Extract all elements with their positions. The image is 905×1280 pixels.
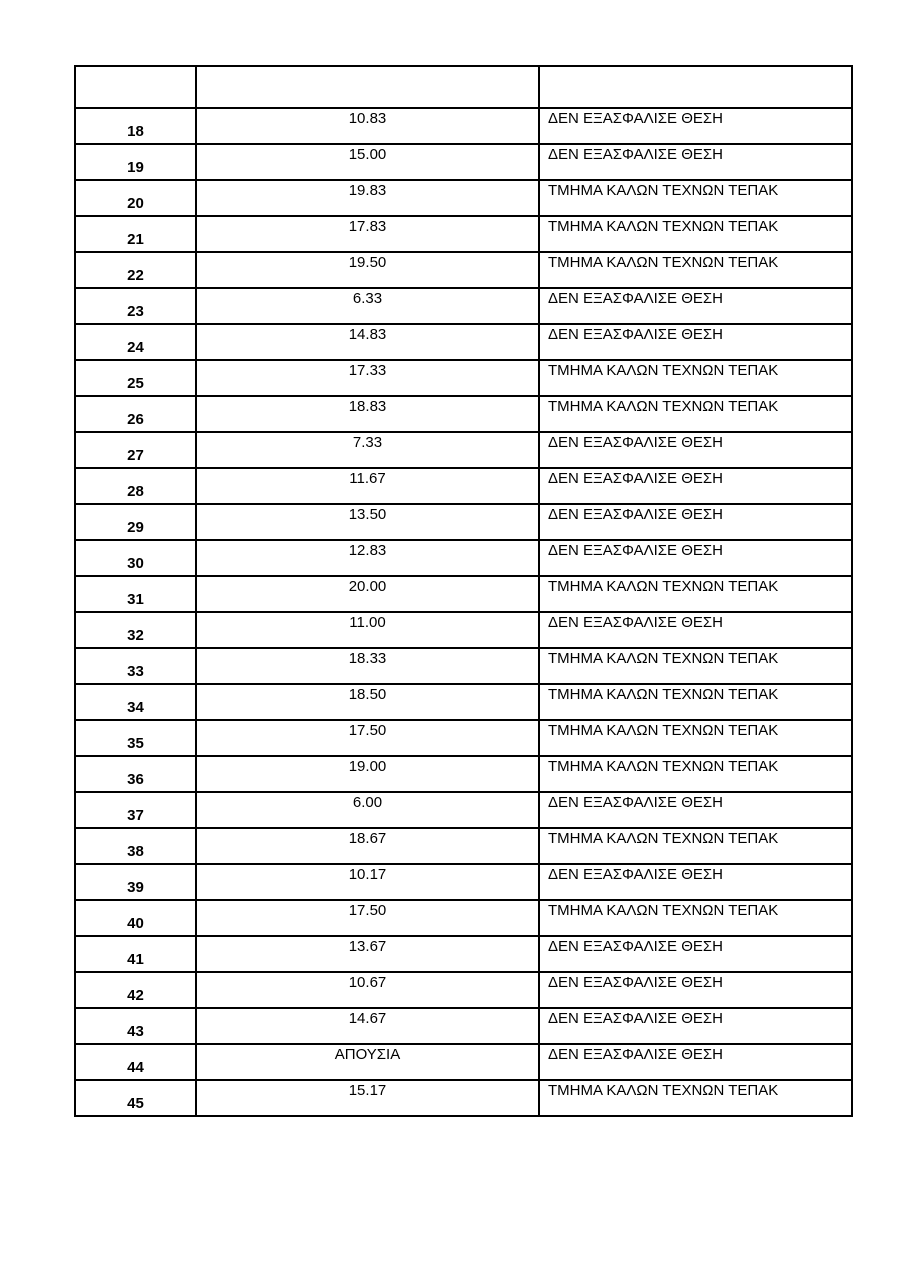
result-cell: ΤΜΗΜΑ ΚΑΛΩΝ ΤΕΧΝΩΝ ΤΕΠΑΚ (539, 684, 852, 720)
row-number-cell: 32 (75, 612, 196, 648)
score-cell: 17.50 (196, 720, 539, 756)
score-cell: 13.67 (196, 936, 539, 972)
table-header-row (75, 66, 852, 108)
score-cell: 6.00 (196, 792, 539, 828)
result-cell: ΤΜΗΜΑ ΚΑΛΩΝ ΤΕΧΝΩΝ ΤΕΠΑΚ (539, 648, 852, 684)
row-number-cell: 21 (75, 216, 196, 252)
table-row (75, 504, 852, 540)
score-cell: 13.50 (196, 504, 539, 540)
row-number-cell: 39 (75, 864, 196, 900)
table-row (75, 1008, 852, 1044)
row-number-cell: 24 (75, 324, 196, 360)
table-row (75, 396, 852, 432)
header-cell-result (539, 66, 852, 108)
result-cell: ΔΕΝ ΕΞΑΣΦΑΛΙΣΕ ΘΕΣΗ (539, 468, 852, 504)
result-cell: ΤΜΗΜΑ ΚΑΛΩΝ ΤΕΧΝΩΝ ΤΕΠΑΚ (539, 360, 852, 396)
table-row (75, 936, 852, 972)
table-row (75, 468, 852, 504)
table-row (75, 180, 852, 216)
result-cell: ΔΕΝ ΕΞΑΣΦΑΛΙΣΕ ΘΕΣΗ (539, 144, 852, 180)
row-number-cell: 34 (75, 684, 196, 720)
score-cell: 18.83 (196, 396, 539, 432)
result-cell: ΤΜΗΜΑ ΚΑΛΩΝ ΤΕΧΝΩΝ ΤΕΠΑΚ (539, 900, 852, 936)
row-number-cell: 41 (75, 936, 196, 972)
score-cell: 7.33 (196, 432, 539, 468)
result-cell: ΤΜΗΜΑ ΚΑΛΩΝ ΤΕΧΝΩΝ ΤΕΠΑΚ (539, 756, 852, 792)
result-cell: ΔΕΝ ΕΞΑΣΦΑΛΙΣΕ ΘΕΣΗ (539, 612, 852, 648)
row-number-cell: 26 (75, 396, 196, 432)
score-cell: 12.83 (196, 540, 539, 576)
table-row (75, 576, 852, 612)
row-number-cell: 35 (75, 720, 196, 756)
score-cell: 14.83 (196, 324, 539, 360)
result-cell: ΔΕΝ ΕΞΑΣΦΑΛΙΣΕ ΘΕΣΗ (539, 1008, 852, 1044)
result-cell: ΤΜΗΜΑ ΚΑΛΩΝ ΤΕΧΝΩΝ ΤΕΠΑΚ (539, 576, 852, 612)
table-row (75, 108, 852, 144)
result-cell: ΔΕΝ ΕΞΑΣΦΑΛΙΣΕ ΘΕΣΗ (539, 504, 852, 540)
table-row (75, 288, 852, 324)
score-cell: 6.33 (196, 288, 539, 324)
result-cell: ΔΕΝ ΕΞΑΣΦΑΛΙΣΕ ΘΕΣΗ (539, 288, 852, 324)
result-cell: ΔΕΝ ΕΞΑΣΦΑΛΙΣΕ ΘΕΣΗ (539, 324, 852, 360)
row-number-cell: 43 (75, 1008, 196, 1044)
row-number-cell: 42 (75, 972, 196, 1008)
table-row (75, 720, 852, 756)
score-cell: 10.83 (196, 108, 539, 144)
header-cell-score (196, 66, 539, 108)
score-cell: 11.00 (196, 612, 539, 648)
result-cell: ΤΜΗΜΑ ΚΑΛΩΝ ΤΕΧΝΩΝ ΤΕΠΑΚ (539, 396, 852, 432)
row-number-cell: 23 (75, 288, 196, 324)
row-number-cell: 37 (75, 792, 196, 828)
score-cell: 15.17 (196, 1080, 539, 1116)
score-cell: 19.50 (196, 252, 539, 288)
score-cell: 15.00 (196, 144, 539, 180)
table-row (75, 252, 852, 288)
row-number-cell: 25 (75, 360, 196, 396)
table-row (75, 144, 852, 180)
row-number-cell: 20 (75, 180, 196, 216)
table-row (75, 648, 852, 684)
row-number-cell: 45 (75, 1080, 196, 1116)
row-number-cell: 27 (75, 432, 196, 468)
score-cell: 10.67 (196, 972, 539, 1008)
result-cell: ΤΜΗΜΑ ΚΑΛΩΝ ΤΕΧΝΩΝ ΤΕΠΑΚ (539, 1080, 852, 1116)
result-cell: ΤΜΗΜΑ ΚΑΛΩΝ ΤΕΧΝΩΝ ΤΕΠΑΚ (539, 180, 852, 216)
table-row (75, 1044, 852, 1080)
score-cell: 18.67 (196, 828, 539, 864)
result-cell: ΤΜΗΜΑ ΚΑΛΩΝ ΤΕΧΝΩΝ ΤΕΠΑΚ (539, 828, 852, 864)
result-cell: ΔΕΝ ΕΞΑΣΦΑΛΙΣΕ ΘΕΣΗ (539, 432, 852, 468)
table-row (75, 612, 852, 648)
results-table (74, 65, 853, 1117)
row-number-cell: 22 (75, 252, 196, 288)
row-number-cell: 19 (75, 144, 196, 180)
result-cell: ΔΕΝ ΕΞΑΣΦΑΛΙΣΕ ΘΕΣΗ (539, 1044, 852, 1080)
score-cell: 18.33 (196, 648, 539, 684)
table-row (75, 324, 852, 360)
score-cell: 18.50 (196, 684, 539, 720)
score-cell: ΑΠΟΥΣΙΑ (196, 1044, 539, 1080)
score-cell: 19.00 (196, 756, 539, 792)
row-number-cell: 30 (75, 540, 196, 576)
result-cell: ΔΕΝ ΕΞΑΣΦΑΛΙΣΕ ΘΕΣΗ (539, 792, 852, 828)
score-cell: 20.00 (196, 576, 539, 612)
result-cell: ΔΕΝ ΕΞΑΣΦΑΛΙΣΕ ΘΕΣΗ (539, 108, 852, 144)
table-row (75, 756, 852, 792)
score-cell: 11.67 (196, 468, 539, 504)
result-cell: ΔΕΝ ΕΞΑΣΦΑΛΙΣΕ ΘΕΣΗ (539, 864, 852, 900)
row-number-cell: 36 (75, 756, 196, 792)
table-row (75, 1080, 852, 1116)
table-row (75, 828, 852, 864)
table-row (75, 792, 852, 828)
table-row (75, 360, 852, 396)
result-cell: ΤΜΗΜΑ ΚΑΛΩΝ ΤΕΧΝΩΝ ΤΕΠΑΚ (539, 216, 852, 252)
score-cell: 17.83 (196, 216, 539, 252)
row-number-cell: 40 (75, 900, 196, 936)
score-cell: 17.50 (196, 900, 539, 936)
row-number-cell: 18 (75, 108, 196, 144)
row-number-cell: 44 (75, 1044, 196, 1080)
row-number-cell: 38 (75, 828, 196, 864)
table-row (75, 864, 852, 900)
header-cell-number (75, 66, 196, 108)
result-cell: ΤΜΗΜΑ ΚΑΛΩΝ ΤΕΧΝΩΝ ΤΕΠΑΚ (539, 720, 852, 756)
table-row (75, 216, 852, 252)
row-number-cell: 31 (75, 576, 196, 612)
score-cell: 10.17 (196, 864, 539, 900)
result-cell: ΔΕΝ ΕΞΑΣΦΑΛΙΣΕ ΘΕΣΗ (539, 540, 852, 576)
row-number-cell: 28 (75, 468, 196, 504)
table-row (75, 540, 852, 576)
table-row (75, 684, 852, 720)
score-cell: 19.83 (196, 180, 539, 216)
row-number-cell: 33 (75, 648, 196, 684)
table-row (75, 432, 852, 468)
result-cell: ΤΜΗΜΑ ΚΑΛΩΝ ΤΕΧΝΩΝ ΤΕΠΑΚ (539, 252, 852, 288)
result-cell: ΔΕΝ ΕΞΑΣΦΑΛΙΣΕ ΘΕΣΗ (539, 936, 852, 972)
table-row (75, 900, 852, 936)
table-row (75, 972, 852, 1008)
result-cell: ΔΕΝ ΕΞΑΣΦΑΛΙΣΕ ΘΕΣΗ (539, 972, 852, 1008)
score-cell: 14.67 (196, 1008, 539, 1044)
row-number-cell: 29 (75, 504, 196, 540)
score-cell: 17.33 (196, 360, 539, 396)
